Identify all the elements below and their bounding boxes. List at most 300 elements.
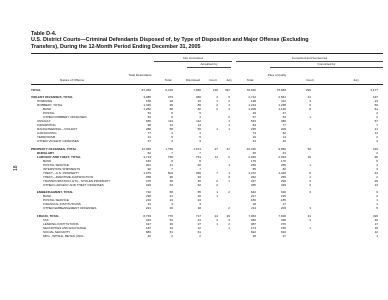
table-cell: 349 [280, 183, 286, 187]
offense-label: ROBBERY, TOTAL [37, 103, 63, 107]
table-cell: 8 [309, 171, 311, 175]
table-cell: 211 [251, 206, 256, 210]
table-cell: 2,712 [248, 95, 256, 99]
table-cell: 206 [280, 127, 286, 131]
table-cell: 13 [169, 226, 173, 230]
table-cell: 7,606 [278, 214, 286, 218]
offense-label: TERRORISM [37, 135, 56, 139]
table-row [31, 184, 383, 187]
not-convicted-header: Not Convicted [183, 55, 203, 60]
offense-label: THEFT—U.S. PROPERTY [43, 171, 80, 175]
table-cell: 21 [169, 194, 173, 198]
table-cell: 12 [374, 230, 378, 234]
table-cell: 7 [216, 171, 218, 175]
table-cell: 2 [228, 99, 230, 103]
table-row [31, 235, 383, 238]
table-row [31, 89, 383, 92]
table-cell: 2 [376, 111, 378, 115]
table-cell: 47 [147, 139, 151, 143]
table-cell: 11 [374, 131, 378, 135]
table-caption-line-2: Transfers), During the 12-Month Period Ending December 31, 2005 [31, 43, 201, 50]
table-cell: 1,420 [278, 171, 286, 175]
table-cell: 327 [250, 179, 256, 183]
table-cell: 717 [195, 214, 201, 218]
table-cell: 62 [282, 131, 286, 135]
table-cell: 68 [169, 190, 173, 194]
table-cell: 203 [280, 206, 286, 210]
table-cell: 21 [147, 135, 151, 139]
table-cell: 496 [195, 171, 201, 175]
table-cell: 45 [252, 151, 256, 155]
page-number: 18 [13, 165, 19, 171]
table-cell: 4 [228, 107, 230, 111]
table-cell: 3 [309, 183, 311, 187]
table-cell: 112 [281, 99, 286, 103]
table-cell: 11 [214, 155, 218, 159]
table-cell: 187 [145, 226, 151, 230]
table-cell: 4 [171, 131, 173, 135]
header-top-rule [31, 53, 383, 54]
offense-label: LARCENY AND THEFT, TOTAL [37, 155, 81, 159]
offense-label: OTHER EMBEZZLEMENT OFFENSES [43, 206, 97, 210]
offense-label: CARJACKING [37, 131, 57, 135]
table-cell: 262 [250, 175, 256, 179]
table-cell: 1 [376, 234, 378, 238]
table-cell: 96 [169, 175, 173, 179]
table-cell: 174 [250, 226, 256, 230]
plea-of-guilty-header: Plea of Guilty [267, 72, 287, 77]
table-row [31, 108, 383, 111]
table-row [31, 100, 383, 103]
table-cell: 1,472 [248, 171, 256, 175]
acquitted-by-header: Acquitted by [200, 61, 218, 66]
table-cell: 16 [307, 155, 311, 159]
offense-label: TRANSPORTATION, ETC., STOLEN PROPERTY [43, 179, 111, 183]
table-cell: 3 [171, 202, 173, 206]
table-cell: 89 [197, 103, 201, 107]
table-cell: 61 [197, 230, 201, 234]
table-cell: 1,426 [143, 103, 151, 107]
table-cell: 2 [199, 234, 201, 238]
table-cell: 1 [228, 163, 230, 167]
table-cell: 1 [309, 226, 311, 230]
table-cell: 98 [147, 123, 151, 127]
acquitted-rule [187, 67, 231, 68]
table-cell: 40 [147, 234, 151, 238]
table-caption-line-1: U.S. District Courts—Criminal Defendants Disposed of, by Type of Disposition and Major Offense (Excluding [31, 37, 309, 44]
table-cell: 397 [224, 88, 230, 92]
table-cell: 1 [228, 171, 230, 175]
table-cell: 77 [282, 123, 286, 127]
table-cell: 429 [145, 183, 151, 187]
table-cell: 5 [376, 159, 378, 163]
table-cell: 360 [195, 95, 201, 99]
table-cell: 3,177 [370, 88, 378, 92]
table-cell: 27 [282, 202, 286, 206]
table-cell: 96 [169, 103, 173, 107]
table-cell: 12,066 [141, 147, 151, 151]
table-cell: 2 [376, 115, 378, 119]
table-cell: 27 [197, 222, 201, 226]
table-cell: 7 [376, 123, 378, 127]
offense-label: OTHER VIOLENT OFFENSES [37, 139, 79, 143]
table-cell: 7,963 [248, 214, 256, 218]
table-cell: 290 [305, 88, 311, 92]
table-cell: 3 [199, 139, 201, 143]
table-cell: 5 [376, 206, 378, 210]
table-row [31, 191, 383, 194]
table-cell: 642 [250, 190, 256, 194]
offense-label: TOTAL [31, 88, 41, 92]
table-cell: 13 [374, 183, 378, 187]
table-cell: 24 [214, 214, 218, 218]
table-cell: 87,360 [141, 88, 151, 92]
table-cell: 85 [252, 167, 256, 171]
table-cell: 434 [145, 218, 151, 222]
table-cell: 8,419 [165, 88, 173, 92]
table-cell: 6 [171, 115, 173, 119]
table-cell: 18 [374, 226, 378, 230]
table-cell: 3 [309, 190, 311, 194]
offense-label: SECURITIES AND EXCHANGE [43, 226, 87, 230]
offense-label: POSTAL [43, 111, 55, 115]
table-title [31, 31, 381, 50]
table-cell: 4 [216, 95, 218, 99]
table-cell: 25 [374, 179, 378, 183]
table-cell: 255 [280, 163, 286, 167]
table-cell: 710 [145, 190, 151, 194]
table-cell: 7 [171, 167, 173, 171]
table-cell: 20 [169, 99, 173, 103]
table-cell: 24 [169, 198, 173, 202]
table-cell: 1 [228, 119, 230, 123]
convicted-by-header: Convicted by [317, 61, 336, 66]
table-cell: 9,850 [278, 147, 286, 151]
convicted-court-header: Court [306, 78, 314, 82]
table-cell: 1,136 [278, 107, 286, 111]
table-cell: 2 [376, 135, 378, 139]
table-cell: 3 [376, 167, 378, 171]
table-cell: 230 [250, 127, 256, 131]
table-cell: 1 [216, 99, 218, 103]
table-cell: 288 [145, 127, 151, 131]
convicted-header: Convicted and Sentenced [291, 55, 328, 60]
table-row [31, 128, 383, 131]
table-cell: 1 [228, 226, 230, 230]
table-row [31, 207, 383, 210]
table-cell: 57 [374, 119, 378, 123]
table-cell: 93 [197, 175, 201, 179]
table-cell: 5 [199, 135, 201, 139]
table-cell: 1 [216, 190, 218, 194]
table-cell: 7 [199, 151, 201, 155]
table-row [31, 164, 383, 167]
table-cell: 1 [309, 175, 311, 179]
table-cell: 31 [147, 202, 151, 206]
table-cell: 4 [228, 218, 230, 222]
table-cell: 2 [376, 175, 378, 179]
table-cell: 14 [169, 123, 173, 127]
table-cell: 17 [374, 222, 378, 226]
offense-label: INTERSTATE SHIPMENTS [43, 167, 81, 171]
acquitted-court-header: Court [209, 78, 217, 82]
table-cell: 30 [169, 222, 173, 226]
table-cell: 210 [145, 198, 151, 202]
offense-label: POSTAL SERVICE [43, 163, 69, 167]
table-cell: 2 [171, 234, 173, 238]
table-cell: 23 [374, 99, 378, 103]
total-defendants-header: Total Defendants [128, 72, 152, 77]
table-cell: 82 [282, 167, 286, 171]
table-row [31, 148, 383, 151]
table-cell: 13 [197, 123, 201, 127]
table-cell: 75,683 [276, 88, 286, 92]
table-cell: 2 [228, 115, 230, 119]
table-cell: 883 [145, 230, 151, 234]
table-cell: 73 [252, 131, 256, 135]
table-cell: 58 [169, 127, 173, 131]
table-cell: 50 [307, 147, 311, 151]
table-cell: 2 [216, 179, 218, 183]
table-cell: 27 [214, 147, 218, 151]
table-cell: 155 [280, 226, 286, 230]
offense-label: BANK [43, 107, 52, 111]
table-cell: 1,750 [165, 147, 173, 151]
table-cell: 77 [147, 131, 151, 135]
table-cell: 3 [199, 202, 201, 206]
table-cell: 1 [216, 127, 218, 131]
table-cell: 4 [309, 218, 311, 222]
table-cell: 29 [226, 214, 230, 218]
table-cell: 4 [376, 163, 378, 167]
dismissed-header: Dismissed [185, 78, 201, 82]
table-cell: 326 [372, 214, 378, 218]
table-cell: 186 [250, 198, 256, 202]
table-cell: 63 [147, 115, 151, 119]
table-cell: 44 [252, 139, 256, 143]
table-cell: 54 [282, 115, 286, 119]
table-cell: 38 [252, 234, 256, 238]
table-cell: 3 [309, 206, 311, 210]
table-cell: 2 [228, 206, 230, 210]
table-cell: 175 [250, 159, 256, 163]
table-cell: 183 [145, 159, 151, 163]
offense-label: BURGLARY [37, 151, 55, 155]
table-row [31, 160, 383, 163]
table-cell: 7 [199, 167, 201, 171]
table-cell: 49 [252, 111, 256, 115]
table-row [31, 116, 383, 119]
offense-label: RACKETEERING—VIOLENT [37, 127, 78, 131]
table-cell: 78,920 [246, 88, 256, 92]
offense-label: BANK [43, 159, 52, 163]
convicted-by-rule [270, 67, 383, 68]
table-cell: 656 [145, 119, 151, 123]
table-cell: 61 [374, 107, 378, 111]
table-cell: 2 [376, 151, 378, 155]
table-cell: 54 [147, 111, 151, 115]
table-cell: 10,316 [246, 147, 256, 151]
table-cell: 217 [250, 194, 256, 198]
table-cell: 1 [216, 194, 218, 198]
table-cell: 170 [280, 159, 286, 163]
offense-label: TAX [43, 218, 49, 222]
table-cell: 37 [282, 234, 286, 238]
table-row [31, 156, 383, 159]
table-cell: 92 [147, 167, 151, 171]
table-cell: 238 [145, 194, 151, 198]
table-number: Table D-4. [31, 31, 57, 37]
table-cell: 41 [169, 163, 173, 167]
table-cell: 8 [171, 159, 173, 163]
table-cell: 2,834 [278, 155, 286, 159]
offense-label: THEFT—MARITIME JURISDICTION [43, 175, 93, 179]
table-cell: 40 [197, 163, 201, 167]
offense-label: POSTAL SERVICE [43, 198, 69, 202]
table-cell: 21 [307, 95, 311, 99]
table-cell: 6 [228, 155, 230, 159]
table-cell: 4 [216, 218, 218, 222]
not-convicted-rule [154, 61, 232, 62]
table-cell: 416 [372, 147, 378, 151]
table-cell: 9 [228, 95, 230, 99]
table-row [31, 96, 383, 99]
table-cell: 40 [374, 218, 378, 222]
table-row [31, 168, 383, 171]
table-cell: 1 [309, 163, 311, 167]
table-cell: 5 [171, 135, 173, 139]
table-cell: 2 [228, 190, 230, 194]
table-cell: 215 [280, 194, 286, 198]
table-cell: 8,733 [143, 214, 151, 218]
offense-label: EMBEZZLEMENT, TOTAL [37, 190, 74, 194]
table-cell: 1 [376, 202, 378, 206]
offense-label: BANK [43, 194, 52, 198]
table-cell: 259 [280, 175, 286, 179]
table-cell: 65 [197, 190, 201, 194]
table-cell: 158 [145, 99, 151, 103]
table-cell: 88 [169, 107, 173, 111]
table-cell: 66 [374, 103, 378, 107]
table-cell: 24 [197, 198, 201, 202]
table-cell: 44 [374, 171, 378, 175]
table-cell: 138 [250, 99, 256, 103]
table-cell: 28 [252, 202, 256, 206]
offense-label: LENDING INSTITUTIONS [43, 222, 79, 226]
table-cell: 14 [282, 135, 286, 139]
table-row [31, 219, 383, 222]
table-cell: 45 [197, 179, 201, 183]
offense-label: HOMICIDE [37, 99, 53, 103]
offense-label: FINANCIAL INSTITUTIONS [43, 202, 81, 206]
table-row [31, 199, 383, 202]
table-cell: 8 [199, 159, 201, 163]
table-cell: 3,714 [143, 155, 151, 159]
table-cell: 4 [376, 139, 378, 143]
table-cell: 338 [280, 218, 286, 222]
not-convicted-total-header: Total [164, 78, 172, 82]
offense-column-header: Nature of Offense [60, 78, 85, 82]
table-cell: 299 [280, 179, 286, 183]
table-cell: 57 [252, 115, 256, 119]
table-row [31, 136, 383, 139]
table-row [31, 227, 383, 230]
convicted-jury-header: Jury [353, 78, 359, 82]
table-cell: 197 [372, 95, 378, 99]
table-cell: 1,238 [278, 103, 286, 107]
table-cell: 1 [376, 198, 378, 202]
table-cell: 7 [171, 151, 173, 155]
table-cell: 770 [167, 214, 173, 218]
table-cell: 56 [197, 127, 201, 131]
table-cell: 3 [228, 175, 230, 179]
table-cell: 9 [376, 190, 378, 194]
table-cell: 810 [280, 230, 286, 234]
table-cell: 231 [145, 206, 151, 210]
table-cell: 375 [145, 179, 151, 183]
offense-label: OTHER LARCENY AND THEFT OFFENSES [43, 183, 104, 187]
table-cell: 18 [197, 206, 201, 210]
table-row [31, 124, 383, 127]
table-cell: 751 [195, 155, 201, 159]
table-cell: 3 [309, 99, 311, 103]
table-cell: 31 [307, 214, 311, 218]
table-cell: 21 [374, 127, 378, 131]
offense-label: MFG., WHSLE, RETAIL (INCL. [43, 234, 85, 238]
table-cell: 8 [309, 107, 311, 111]
table-cell: 2,561 [278, 95, 286, 99]
table-cell: 3,085 [143, 95, 151, 99]
acquitted-jury-header: Jury [226, 78, 232, 82]
table-cell: 47 [226, 147, 230, 151]
table-cell: 1,976 [143, 171, 151, 175]
table-cell: 2,946 [248, 155, 256, 159]
table-cell: 3 [309, 127, 311, 131]
table-cell: 4 [228, 103, 230, 107]
table-cell: 20 [197, 194, 201, 198]
table-cell: 2 [228, 222, 230, 226]
table-cell: 1 [228, 123, 230, 127]
offense-label: ASSAULT [37, 119, 51, 123]
table-cell: 165 [212, 88, 218, 92]
table-cell: 44 [197, 218, 201, 222]
table-cell: 9 [309, 103, 311, 107]
offense-label: PROPERTY OFFENSES, TOTAL [31, 147, 77, 151]
table-cell: 504 [167, 171, 173, 175]
table-cell: 20 [169, 206, 173, 210]
table-cell: 370 [280, 222, 286, 226]
table-cell: 373 [167, 95, 173, 99]
convicted-rule [236, 61, 383, 62]
table-cell: 1,313 [248, 103, 256, 107]
offense-label: KIDNAPPING [37, 123, 56, 127]
table-cell: 12 [197, 226, 201, 230]
offense-label: FRAUD, TOTAL [37, 214, 60, 218]
table-cell: 4 [199, 131, 201, 135]
table-cell: 3 [309, 179, 311, 183]
table-cell: 47 [282, 111, 286, 115]
table-cell: 113 [168, 119, 173, 123]
table-row [31, 215, 383, 218]
table-row [31, 195, 383, 198]
table-cell: 40 [282, 139, 286, 143]
table-cell: 1 [228, 127, 230, 131]
table-cell: 1,205 [248, 107, 256, 111]
table-cell: 64 [169, 183, 173, 187]
table-cell: 48 [169, 179, 173, 183]
table-cell: 2 [216, 183, 218, 187]
table-cell: 768 [167, 155, 173, 159]
